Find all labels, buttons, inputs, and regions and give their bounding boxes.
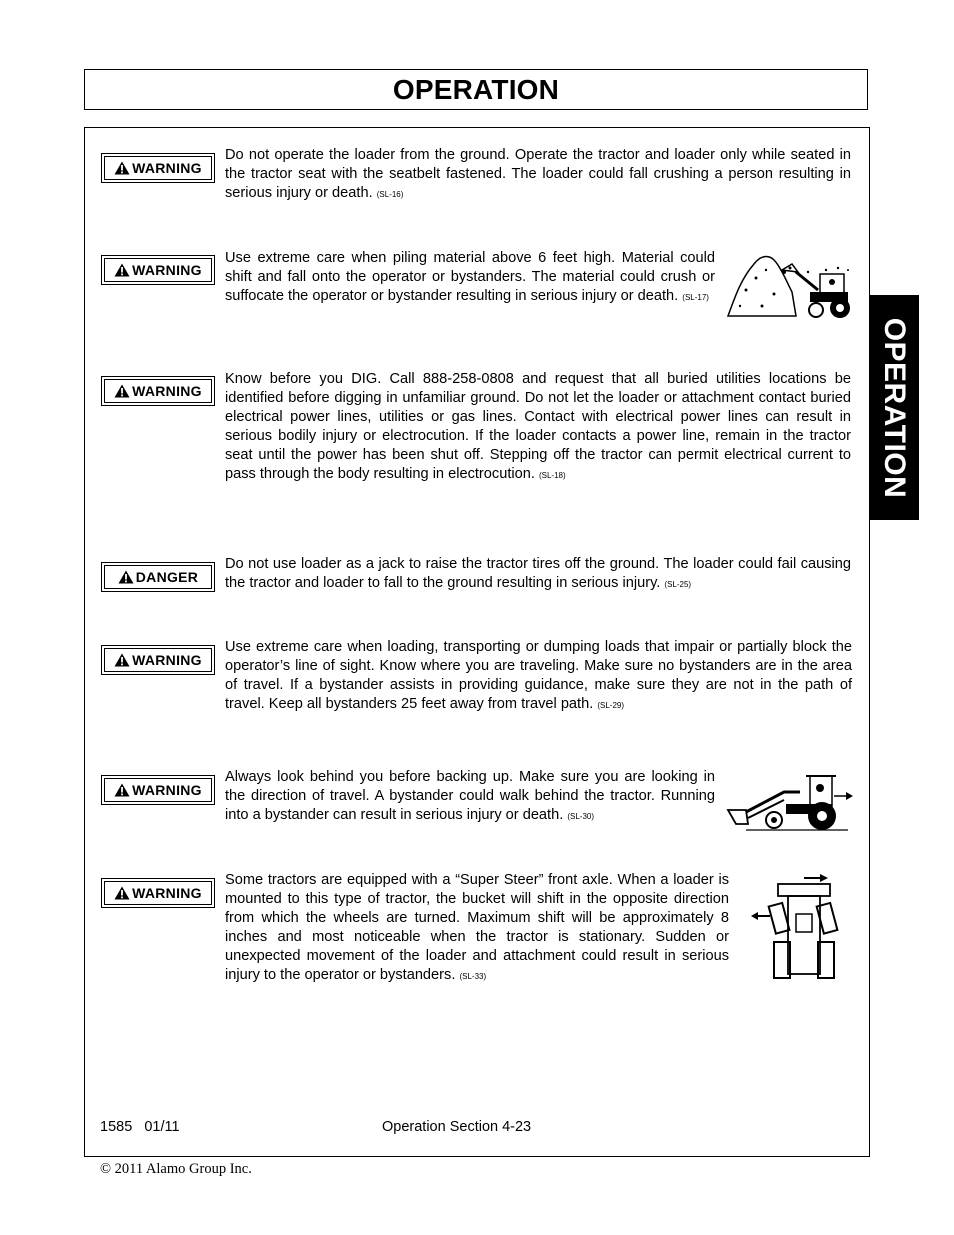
- warning-badge: [101, 376, 215, 406]
- alert-triangle-icon: [114, 161, 130, 175]
- badge-label: WARNING: [132, 160, 202, 176]
- warning-text: Do not operate the loader from the ground. Operate the tractor and loader only while seated in the tractor seat with the seatbelt fastened. The loader could fall crushing a person resulting in serious injury or death.: [225, 147, 851, 201]
- warning-badge: [101, 878, 215, 908]
- alert-triangle-icon: [114, 384, 130, 398]
- danger-badge: [101, 562, 215, 592]
- warning-message: [225, 370, 851, 485]
- warning-badge: [101, 775, 215, 805]
- super-steer-topview-icon: [750, 872, 846, 984]
- badge-label: WARNING: [132, 885, 202, 901]
- badge-label: DANGER: [135, 569, 199, 585]
- side-tab-label: OPERATION: [878, 317, 911, 498]
- warning-message: [225, 871, 729, 986]
- warning-code: (SL-29): [597, 700, 625, 710]
- copyright: © 2011 Alamo Group Inc.: [100, 1161, 252, 1177]
- material-pile-tractor-icon: [726, 250, 854, 322]
- warning-code: (SL-16): [376, 189, 404, 199]
- alert-triangle-icon: [114, 263, 130, 277]
- warning-text: Know before you DIG. Call 888-258-0808 and request that all buried utilities locations be identified before digging in unfamiliar ground. Do not let the loader or attachment contact buried electrical power lines, utilities or gas lines. Contact with electrical power lines can result in serious bodily injury or electrocution. If the loader contacts a power line, remain in the tractor seat until the power has been shut off. Stepping off the tractor can permit electrical current to pass through the body resulting in electrocution.: [225, 371, 851, 482]
- danger-text: Do not use loader as a jack to raise the tractor tires off the ground. The loader could fail causing the tractor and loader to fall to the ground resulting in serious injury.: [225, 556, 851, 591]
- badge-label: WARNING: [132, 262, 202, 278]
- warning-text: Use extreme care when piling material above 6 feet high. Material could shift and fall onto the operator or bystanders. The material could crush or suffocate the operator or bystander resulting in serious injury or death.: [225, 250, 715, 304]
- danger-message: [225, 555, 851, 595]
- warning-text: Always look behind you before backing up. Make sure you are looking in the direction of travel. A bystander could walk behind the tractor. Running into a bystander can result in serious injury or death.: [225, 769, 715, 823]
- tractor-backing-icon: [726, 770, 854, 834]
- footer-section: Operation Section 4-23: [382, 1119, 532, 1135]
- warning-badge: [101, 255, 215, 285]
- warning-text: Some tractors are equipped with a “Super Steer” front axle. When a loader is mounted to this type of tractor, the bucket will shift in the opposite direction from which the wheels are turned. Maximum shift will be approximately 8 inches and most noticeable when the tractor is stationary. Sudden or unexpected movement of the loader and attachment could result in serious injury to the operator or bystanders.: [225, 872, 729, 983]
- page-title: OPERATION: [392, 74, 560, 105]
- alert-triangle-icon: [114, 886, 130, 900]
- warning-message: [225, 638, 852, 716]
- warning-code: (SL-17): [682, 292, 709, 302]
- badge-label: WARNING: [132, 652, 202, 668]
- footer-model-date: 1585 01/11: [100, 1119, 180, 1135]
- page-header-box: [84, 69, 868, 110]
- warning-badge: [101, 153, 215, 183]
- warning-message: [225, 768, 715, 827]
- warning-text: Use extreme care when loading, transporting or dumping loads that impair or partially block the operator’s line of sight. Know where you are traveling. Make sure no bystanders are in the area of travel. If a bystander assists in providing guidance, make sure they are not in the path of travel. Keep all bystanders 25 feet away from travel path.: [225, 639, 852, 712]
- warning-code: (SL-30): [567, 811, 595, 821]
- badge-label: WARNING: [132, 782, 202, 798]
- alert-triangle-icon: [114, 653, 130, 667]
- section-side-tab: [869, 295, 919, 520]
- badge-label: WARNING: [132, 383, 202, 399]
- warning-message: [225, 249, 715, 308]
- warning-code: (SL-18): [538, 470, 566, 480]
- warning-message: [225, 146, 851, 205]
- warning-badge: [101, 645, 215, 675]
- alert-triangle-icon: [118, 570, 134, 584]
- warning-code: (SL-33): [459, 971, 487, 981]
- alert-triangle-icon: [114, 783, 130, 797]
- danger-code: (SL-25): [664, 579, 692, 589]
